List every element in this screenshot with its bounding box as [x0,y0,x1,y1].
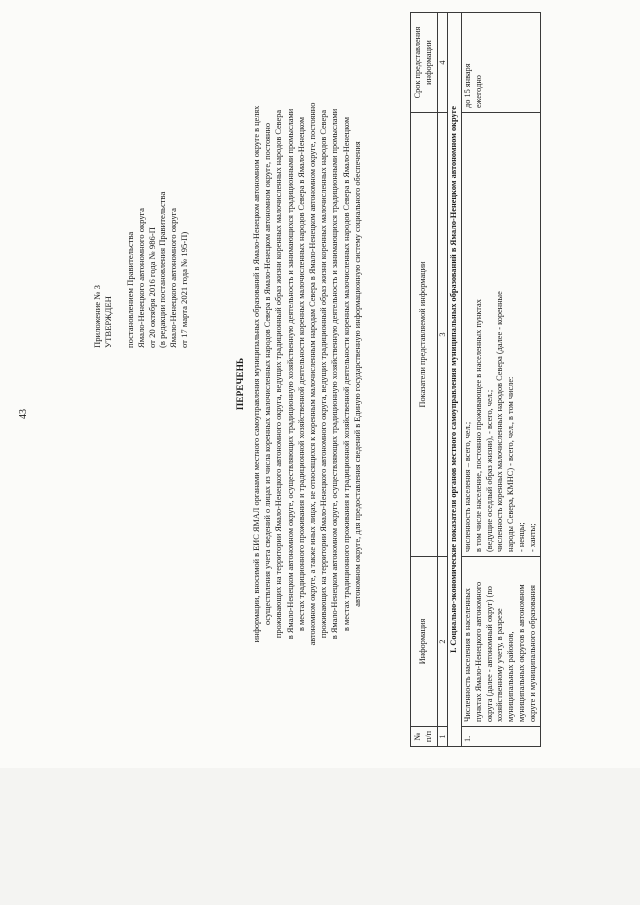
intro-line: в Ямало-Ненецком автономном округе, осуществляющих традиционную хозяйственную деятельность и занимающихся традиционными промыслами [330,108,340,640]
deadline-line: до 15 января [462,63,472,108]
indicator-line: численность населения – всего, чел.; [462,421,472,552]
info-line: округе и муниципального образования [528,585,538,722]
intro-line: информации, вносимой в ЕИС ЯМАЛ органами местного самоуправления муниципальных образований в Ямало-Ненецком автономном округе в целях [252,105,261,643]
info-line: округа (далее - автономный округ) (по [484,586,494,722]
indicator-line: численность коренных малочисленных народов Севера (далее - коренные [495,291,505,552]
appendix-line: от 17 марта 2021 года № 195-П) [179,231,190,348]
intro-line: в местах традиционного проживания и традиционной хозяйственной деятельности коренных малочисленных народов Севера в Ямало-Ненецком [296,117,306,631]
document-intro [251,14,363,734]
intro-line: в местах традиционного проживания и традиционной хозяйственной деятельности коренных малочисленных народов Севера в Ямало-Ненецком [341,117,351,631]
table-row [461,13,540,747]
table-header-row [411,13,438,747]
info-line: Численность населения в населенных [462,588,472,722]
column-number-row [437,13,447,747]
appendix-line: от 20 октября 2016 года № 986-П [146,227,157,348]
spacer [114,18,125,348]
header-deadline: Срок представления информации [411,13,438,113]
indicator-line: - ненцы; [517,522,527,552]
intro-line: автономном округе, для предоставления сведений в Единую государственную информационную систему социального обеспечения [352,141,362,607]
intro-line: в Ямало-Ненецком автономном округе, осуществляющих традиционную хозяйственную деятельность и занимающихся традиционными промыслами [285,108,295,640]
column-number: 3 [437,113,447,557]
row-information [461,557,540,727]
column-number: 1 [437,727,447,747]
appendix-line: Ямало-Ненецкого автономного округа [168,208,179,348]
intro-line: проживающих на территории Ямало-Ненецкого автономного округа, ведущих традиционный образ жизни коренных малочисленных народов Севера [319,109,329,639]
info-line: муниципальных округов в автономном [517,584,527,722]
intro-line: осуществления учета сведений о лицах из числа коренных малочисленных народов Севера в Ямало-Ненецком автономном округе, постоянно [263,123,273,626]
header-information: Информация [411,557,438,727]
indicator-line: народы Севера, КМНС) - всего, чел., в том числе: [506,376,516,552]
appendix-line: постановлением Правительства [124,231,135,348]
section-title: I. Социально-экономические показатели органов местного самоуправления муниципальных образований в Ямало-Ненецком автономном округе [447,13,461,747]
approval-stamp: УТВЕРЖДЕН [102,296,113,348]
deadline-line: ежегодно [473,75,483,108]
intro-line: автономном округе, а также иных лицах, не относящихся к коренным малочисленным народам Севера в Ямало-Ненецком автономном округе, постоянно [308,102,318,646]
appendix-line: Ямало-Ненецкого автономного округа [135,208,146,348]
row-number: 1. [461,727,540,747]
indicator-line: (ведущие оседлый образ жизни), - всего, чел.; [484,389,494,552]
info-line: пунктах Ямало-Ненецкого автономного [473,581,483,722]
info-line: хозяйственному учету, в разрезе [495,608,505,722]
indicator-line: в том числе население, постоянно проживающее в населенных пунктах [473,299,483,552]
document-title: ПЕРЕЧЕНЬ [236,357,246,411]
header-indicators: Показатели представляемой информации [411,113,438,557]
appendix-block [92,18,190,348]
row-indicators [461,113,540,557]
appendix-line: (в редакции постановления Правительства [157,191,168,348]
column-number: 2 [437,557,447,727]
indicator-line: - ханты; [528,523,538,552]
row-deadline [461,13,540,113]
header-number: № п/п [411,727,438,747]
column-number: 4 [437,13,447,113]
information-table [410,12,541,747]
section-row [447,13,461,747]
appendix-number: Приложение № 3 [92,285,102,348]
intro-line: проживающих на территории Ямало-Ненецкого автономного округа, ведущих традиционный образ жизни коренных малочисленных народов Севера [274,109,284,639]
info-line: муниципальных районов, [506,631,516,722]
page-number: 43 [18,409,29,419]
